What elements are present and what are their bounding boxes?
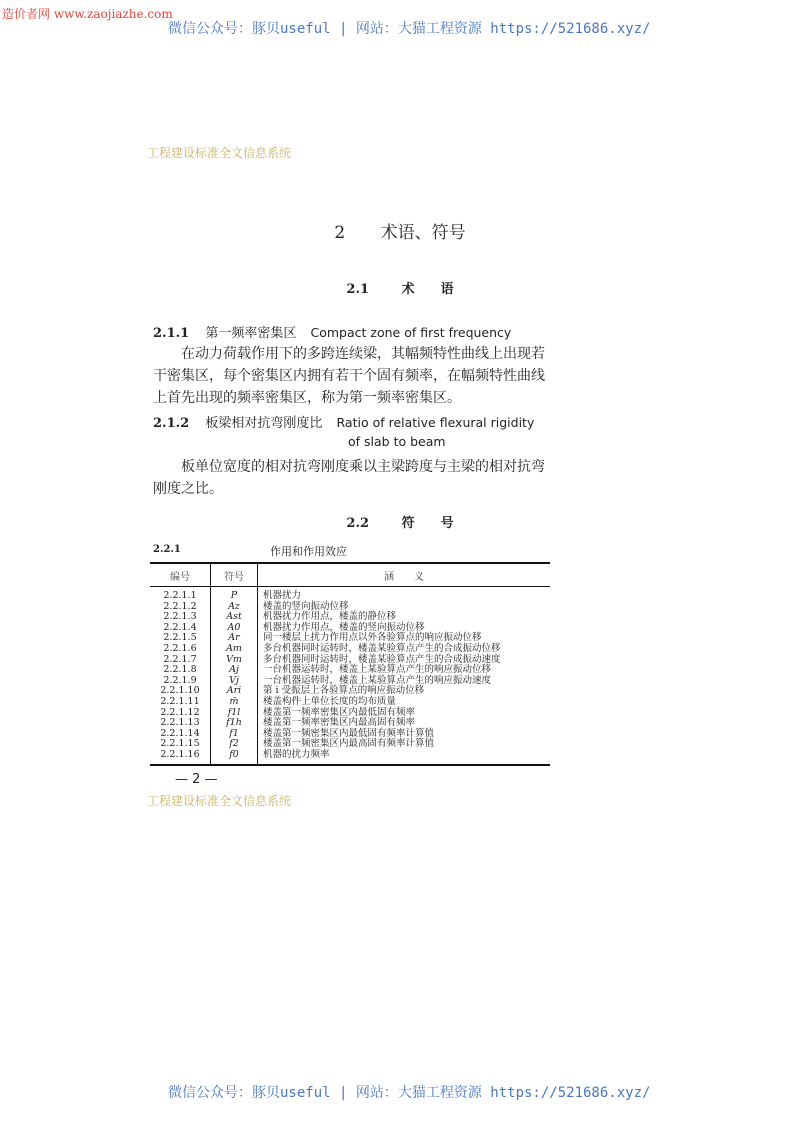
header-symbol: 符号 xyxy=(211,563,258,587)
table-row xyxy=(150,587,550,602)
watermark-banner-top: 微信公众号：豚贝useful | 网站：大猫工程资源 https://521686.xyz/ xyxy=(168,21,651,37)
row-meaning: 同一楼层上扰力作用点以外各验算点的响应振动位移 xyxy=(263,632,482,644)
term-2-1-1-heading xyxy=(153,322,511,341)
row-symbol: Ast xyxy=(211,612,258,623)
row-symbol: Vm xyxy=(211,655,258,666)
header-meaning: 涵 义 xyxy=(258,563,551,587)
row-meaning: 机器扰力作用点，楼盖的静位移 xyxy=(263,611,397,623)
watermark-system-bottom: 工程建设标准全文信息系统 xyxy=(147,794,292,808)
row-symbol: Ar xyxy=(211,633,258,644)
row-number: 2.2.1.4 xyxy=(150,623,211,634)
row-number: 2.2.1.11 xyxy=(150,697,211,708)
section-number: 2.2 xyxy=(346,516,370,531)
row-meaning: 多台机器同时运转时，楼盖某验算点产生的合成振动速度 xyxy=(263,653,501,665)
row-symbol: m̄ xyxy=(211,697,258,708)
row-number: 2.2.1.12 xyxy=(150,708,211,719)
header-number: 编号 xyxy=(150,563,211,587)
row-meaning: 机器扰力 xyxy=(263,590,302,601)
term-cn: 第一频率密集区 xyxy=(205,326,297,341)
table-row xyxy=(150,739,550,750)
section-heading-2-2 xyxy=(0,512,800,531)
row-number: 2.2.1.16 xyxy=(150,750,211,765)
row-number: 2.2.1.9 xyxy=(150,676,211,687)
row-meaning: 楼盖第一频率密集区内最高固有频率 xyxy=(263,717,416,729)
table-title: 作用和作用效应 xyxy=(270,545,347,558)
row-meaning: 楼盖的竖向振动位移 xyxy=(263,600,349,612)
row-symbol: f1 xyxy=(211,729,258,740)
table-row xyxy=(150,697,550,708)
row-meaning: 楼盖第一频率密集区内最低固有频率 xyxy=(263,706,416,718)
row-meaning: 第 i 受振层上各验算点的响应振动位移 xyxy=(263,685,425,697)
row-meaning: 楼盖第一频密集区内最高固有频率计算值 xyxy=(263,738,435,750)
table-row xyxy=(150,750,550,765)
row-symbol: f2 xyxy=(211,739,258,750)
symbol-table xyxy=(150,562,550,766)
row-symbol: f1h xyxy=(211,718,258,729)
term-en: Ratio of relative flexural rigidity xyxy=(336,415,535,430)
row-number: 2.2.1.10 xyxy=(150,686,211,697)
row-symbol: Am xyxy=(211,644,258,655)
row-number: 2.2.1.13 xyxy=(150,718,211,729)
watermark-site: 造价者网 www.zaojiazhe.com xyxy=(2,7,173,21)
row-meaning: 多台机器同时运转时，楼盖某验算点产生的合成振动位移 xyxy=(263,642,501,654)
row-symbol: Aj xyxy=(211,665,258,676)
row-number: 2.2.1.15 xyxy=(150,739,211,750)
row-meaning: 一台机器运转时，楼盖上某验算点产生的响应振动速度 xyxy=(263,674,492,686)
row-number: 2.2.1.2 xyxy=(150,602,211,613)
row-meaning: 机器的扰力频率 xyxy=(263,748,330,760)
row-symbol: Vj xyxy=(211,676,258,687)
term-2-1-2-body: 板单位宽度的相对抗弯刚度乘以主梁跨度与主梁的相对抗弯刚度之比。 xyxy=(153,459,545,497)
row-number: 2.2.1.5 xyxy=(150,633,211,644)
row-meaning: 机器扰力作用点，楼盖的竖向振动位移 xyxy=(263,621,425,633)
row-number: 2.2.1.3 xyxy=(150,612,211,623)
section-title: 术 语 xyxy=(401,282,454,297)
table-number: 2.2.1 xyxy=(153,544,181,555)
section-title: 符 号 xyxy=(401,516,454,531)
row-meaning: 一台机器运转时，楼盖上某验算点产生的响应振动位移 xyxy=(263,664,492,676)
row-number: 2.2.1.1 xyxy=(150,587,211,602)
watermark-system-top: 工程建设标准全文信息系统 xyxy=(147,146,292,160)
chapter-heading xyxy=(0,218,800,243)
row-symbol: Az xyxy=(211,602,258,613)
section-number: 2.1 xyxy=(346,282,370,297)
row-number: 2.2.1.7 xyxy=(150,655,211,666)
term-2-1-1-body: 在动力荷载作用下的多跨连续梁，其幅频特性曲线上出现若干密集区，每个密集区内拥有若干个固有频率，在幅频特性曲线上首先出现的频率密集区，称为第一频率密集区。 xyxy=(153,346,545,406)
term-number: 2.1.2 xyxy=(153,416,190,431)
chapter-number: 2 xyxy=(334,223,346,243)
row-symbol: A0 xyxy=(211,623,258,634)
row-meaning: 楼盖构件上单位长度的均布质量 xyxy=(263,695,397,707)
term-cn: 板梁相对抗弯刚度比 xyxy=(205,416,323,431)
table-row xyxy=(150,644,550,655)
term-2-1-2-heading xyxy=(153,412,534,431)
chapter-title: 术语、符号 xyxy=(380,223,466,243)
term-en-continued: of slab to beam xyxy=(348,434,446,449)
term-number: 2.1.1 xyxy=(153,326,190,341)
row-symbol: f1l xyxy=(211,708,258,719)
row-number: 2.2.1.6 xyxy=(150,644,211,655)
row-symbol: f0 xyxy=(211,750,258,765)
section-heading-2-1 xyxy=(0,278,800,297)
watermark-banner-bottom: 微信公众号：豚贝useful | 网站：大猫工程资源 https://521686.xyz/ xyxy=(168,1085,651,1101)
row-meaning: 楼盖第一频密集区内最低固有频率计算值 xyxy=(263,727,435,739)
row-number: 2.2.1.14 xyxy=(150,729,211,740)
term-en: Compact zone of first frequency xyxy=(310,325,512,340)
row-symbol: Ari xyxy=(211,686,258,697)
page-number: — 2 — xyxy=(175,772,218,787)
row-symbol: P xyxy=(211,587,258,602)
row-number: 2.2.1.8 xyxy=(150,665,211,676)
